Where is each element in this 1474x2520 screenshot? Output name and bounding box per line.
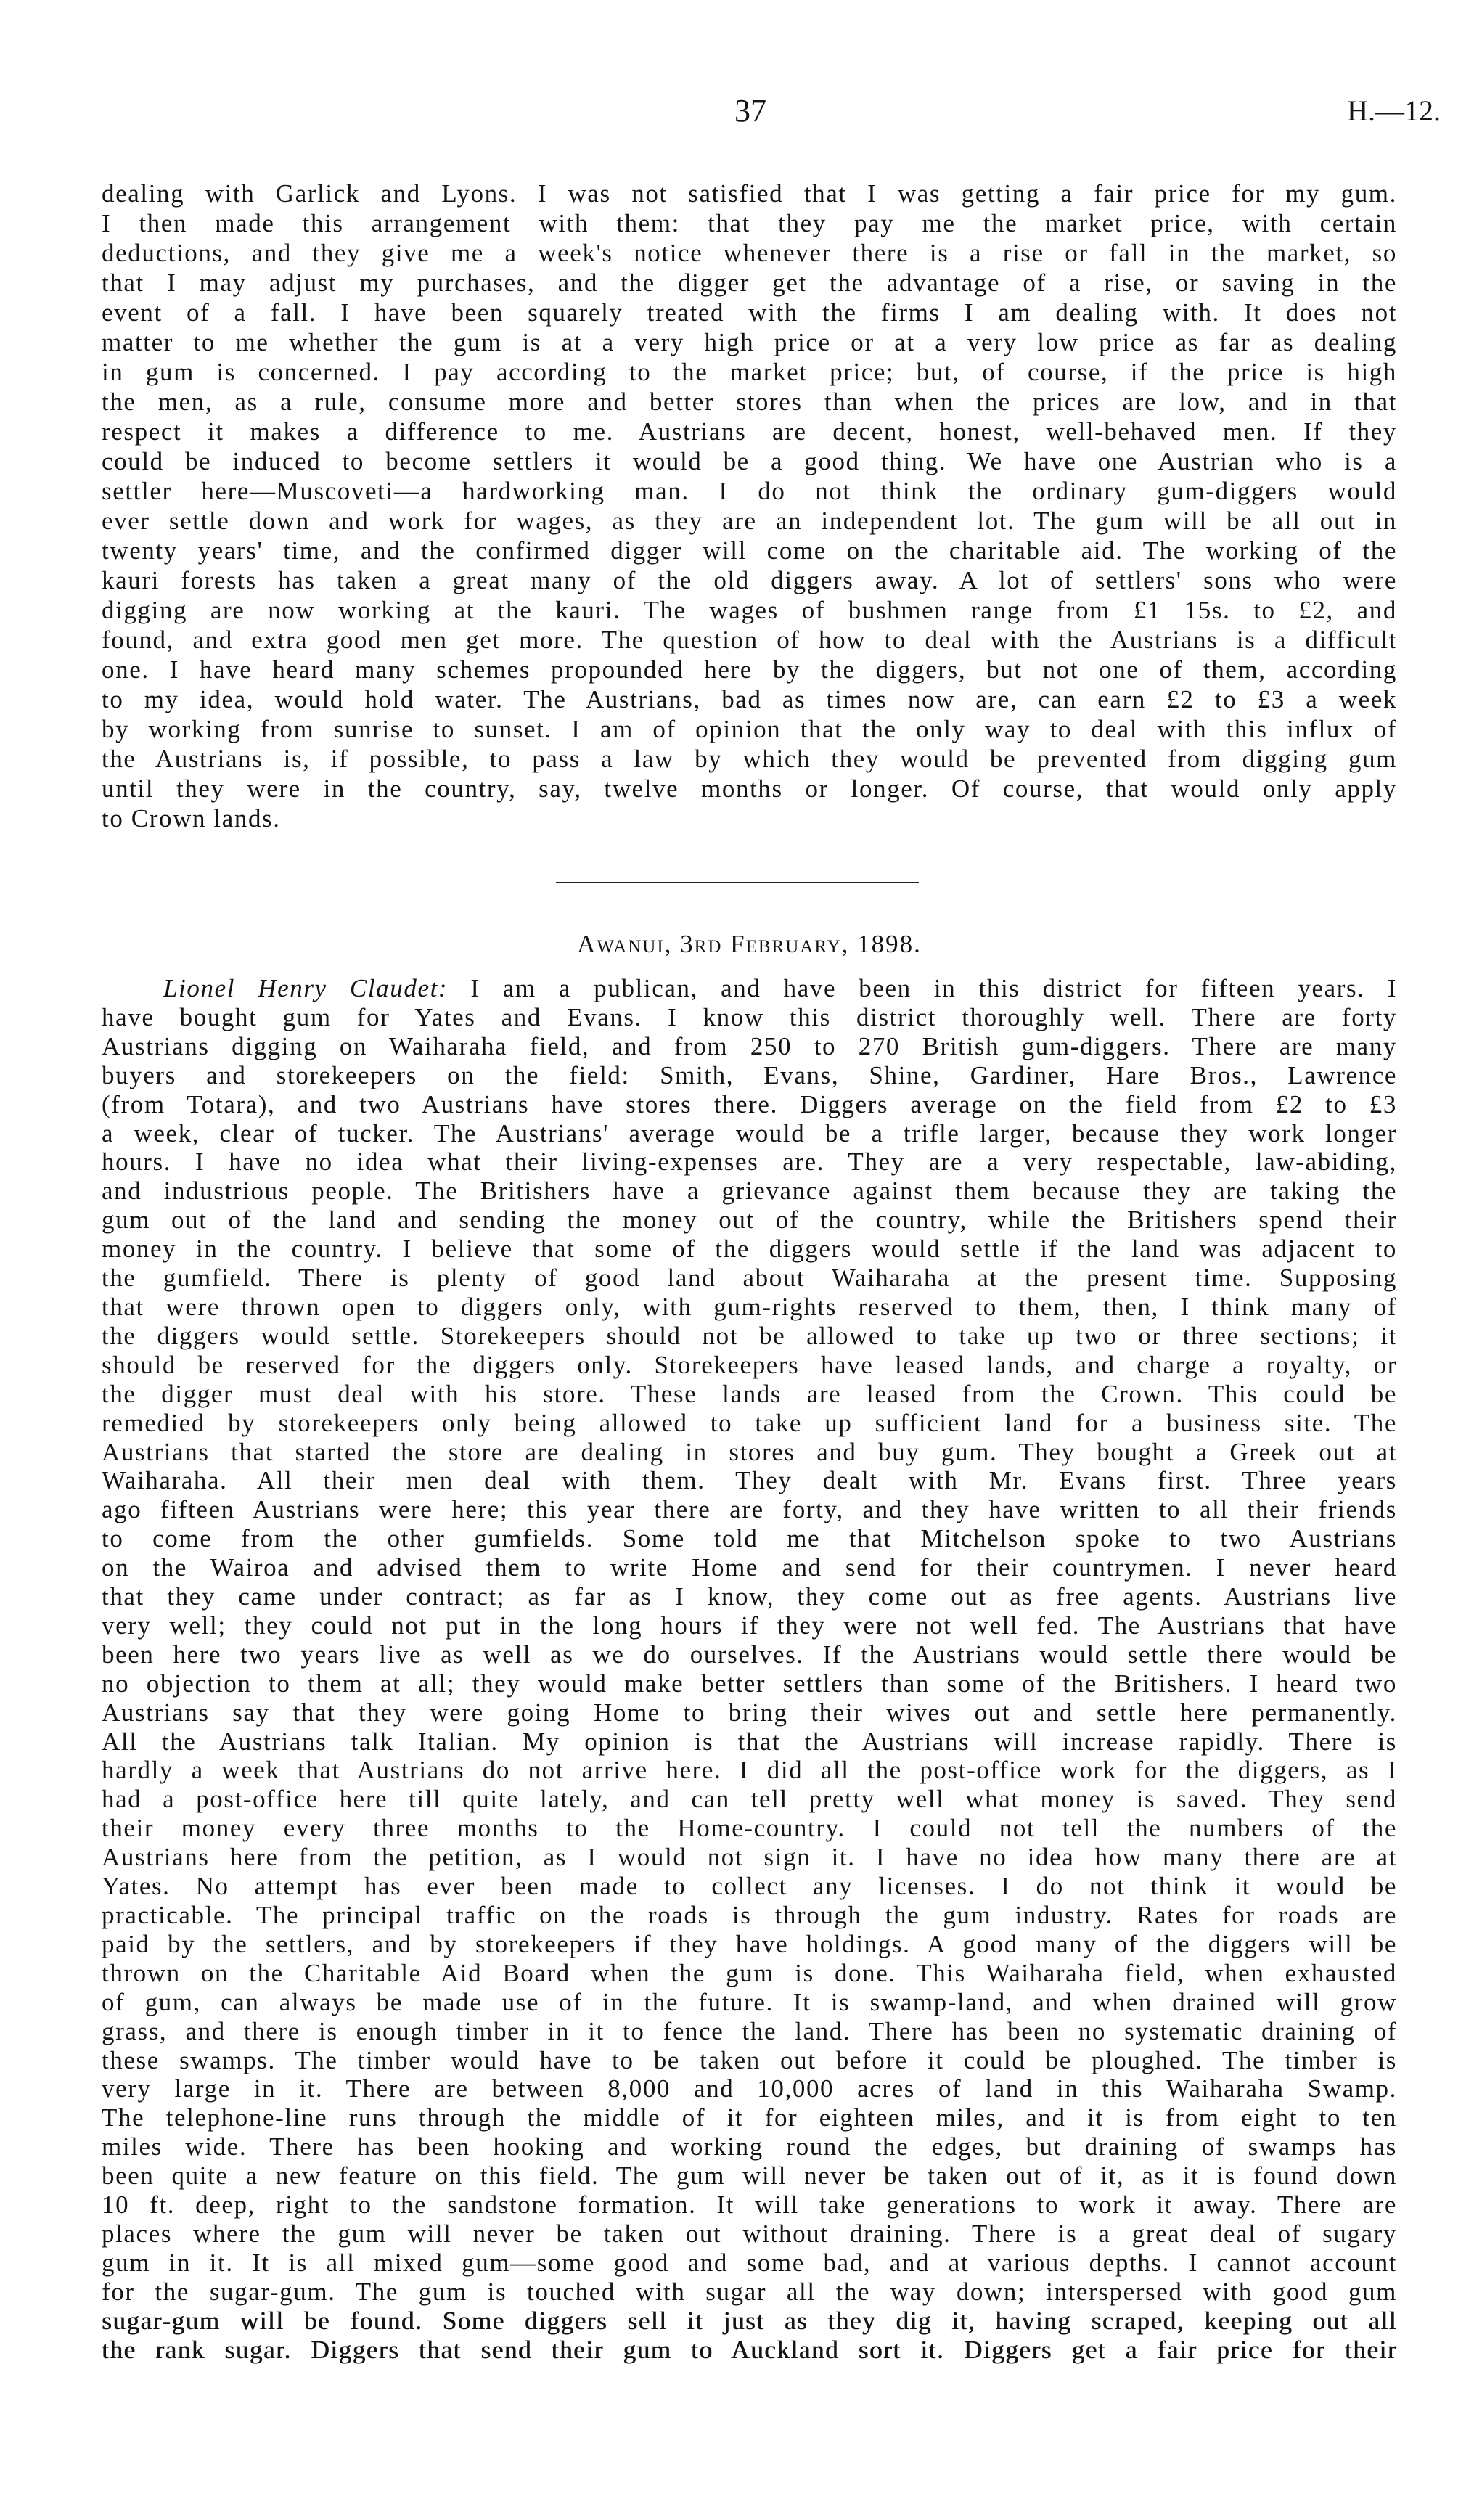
text-line xyxy=(102,387,1397,417)
text-line xyxy=(102,1901,1397,1930)
line-text: digging are now working at the kauri. The wages of bushmen range from £1 15s. to £2, and xyxy=(102,596,1397,624)
line-text: places where the gum will never be taken out without draining. There is a great deal of sugary xyxy=(102,2219,1397,2248)
text-line xyxy=(102,1872,1397,1901)
line-text: these swamps. The timber would have to be taken out before it could be ploughed. The timber is xyxy=(102,2045,1397,2074)
line-text: to my idea, would hold water. The Austrians, bad as times now are, can earn £2 to £3 a week xyxy=(102,685,1397,713)
text-line xyxy=(102,1438,1397,1467)
text-line xyxy=(102,1727,1397,1756)
text-line xyxy=(102,1119,1397,1148)
text-line xyxy=(102,1988,1397,2017)
line-text: All the Austrians talk Italian. My opinion is that the Austrians will increase rapidly. There is xyxy=(102,1727,1397,1756)
text-line xyxy=(102,1177,1397,1206)
line-text: the gumfield. There is plenty of good land about Waiharaha at the present time. Supposing xyxy=(102,1264,1397,1293)
line-text: could be induced to become settlers it would be a good thing. We have one Austrian who is a xyxy=(102,447,1397,475)
text-line xyxy=(102,268,1397,298)
text-line xyxy=(102,655,1397,684)
text-line xyxy=(102,2074,1397,2103)
text-line xyxy=(102,1814,1397,1843)
line-text: that were thrown open to diggers only, with gum-rights reserved to them, then, I think many of xyxy=(102,1292,1397,1321)
text-line xyxy=(102,774,1397,803)
text-line xyxy=(102,1582,1397,1611)
line-text: their money every three months to the Home-country. I could not tell the numbers of the xyxy=(102,1814,1397,1843)
text-line xyxy=(102,2307,1397,2336)
line-text: of gum, can always be made use of in the future. It is swamp-land, and when drained will grow xyxy=(102,1987,1397,2016)
line-text: in gum is concerned. I pay according to the market price; but, of course, if the price is high xyxy=(102,358,1397,386)
text-line xyxy=(102,1322,1397,1351)
line-text: should be reserved for the diggers only. Storekeepers have leased lands, and charge a royalty, or xyxy=(102,1350,1397,1379)
line-text: The telephone-line runs through the middle of it for eighteen miles, and it is from eight to ten xyxy=(102,2103,1397,2132)
text-line xyxy=(102,2017,1397,2046)
line-text: Austrians that started the store are dealing in stores and buy gum. They bought a Greek out at xyxy=(102,1437,1397,1466)
line-text: practicable. The principal traffic on the roads is through the gum industry. Rates for roads are xyxy=(102,1901,1397,1929)
testimony-paragraph xyxy=(102,974,1397,2365)
text-line xyxy=(102,1032,1397,1061)
line-text: matter to me whether the gum is at a very high price or at a very low price as far as dealing xyxy=(102,328,1397,356)
line-text: and industrious people. The Britishers have a grievance against them because they are taking the xyxy=(102,1177,1397,1206)
text-line xyxy=(102,1380,1397,1409)
line-text: one. I have heard many schemes propounded here by the diggers, but not one of them, according xyxy=(102,655,1397,684)
text-line xyxy=(102,744,1397,774)
line-text: Waiharaha. All their men deal with them. They dealt with Mr. Evans first. Three years xyxy=(102,1466,1397,1495)
text-line xyxy=(102,1669,1397,1698)
line-text: had a post-office here till quite lately, and can tell pretty well what money is saved. They send xyxy=(102,1785,1397,1814)
line-text: Austrians say that they were going Home to bring their wives out and settle here permanently. xyxy=(102,1698,1397,1727)
line-text: ago fifteen Austrians were here; this year there are forty, and they have written to all their friends xyxy=(102,1495,1397,1524)
line-text: remedied by storekeepers only being allowed to take up sufficient land for a business site. The xyxy=(102,1408,1397,1437)
text-line xyxy=(102,2046,1397,2075)
line-text: to come from the other gumfields. Some told me that Mitchelson spoke to two Austrians xyxy=(102,1524,1397,1553)
line-text: event of a fall. I have been squarely treated with the firms I am dealing with. It does not xyxy=(102,298,1397,327)
text-line xyxy=(102,1785,1397,1814)
testimony-paragraph-continued xyxy=(102,179,1397,833)
line-text: that they came under contract; as far as I know, they come out as free agents. Austrians live xyxy=(102,1582,1397,1611)
text-line xyxy=(102,327,1397,357)
text-line xyxy=(102,1843,1397,1872)
text-line xyxy=(102,2103,1397,2132)
line-text: kauri forests has taken a great many of the old diggers away. A lot of settlers' sons who were xyxy=(102,566,1397,594)
line-text: twenty years' time, and the confirmed digger will come on the charitable aid. The working of the xyxy=(102,536,1397,565)
text-line xyxy=(102,1061,1397,1090)
line-text: deductions, and they give me a week's notice whenever there is a rise or fall in the market, so xyxy=(102,239,1397,267)
text-line xyxy=(102,1640,1397,1669)
text-line xyxy=(102,803,1397,833)
line-text: the Austrians is, if possible, to pass a law by which they would be prevented from digging gum xyxy=(102,745,1397,773)
text-line xyxy=(102,506,1397,536)
line-text: paid by the settlers, and by storekeepers if they have holdings. A good many of the diggers will be xyxy=(102,1929,1397,1958)
section-divider xyxy=(556,882,919,883)
text-line xyxy=(102,684,1397,714)
document-reference: H.—12. xyxy=(1347,94,1441,127)
text-line xyxy=(102,1003,1397,1032)
text-line xyxy=(102,476,1397,506)
text-line xyxy=(102,1466,1397,1495)
text-line xyxy=(102,974,1397,1003)
text-line xyxy=(102,1611,1397,1640)
line-text: to Crown lands. xyxy=(102,804,281,832)
line-text: ever settle down and work for wages, as they are an independent lot. The gum will be all out in xyxy=(102,507,1397,535)
text-line xyxy=(102,1090,1397,1119)
speaker-name: Lionel Henry Claudet: xyxy=(163,974,449,1002)
line-text: Yates. No attempt has ever been made to collect any licenses. I do not think it would be xyxy=(102,1872,1397,1901)
line-text: that I may adjust my purchases, and the digger get the advantage of a rise, or saving in the xyxy=(102,269,1397,297)
line-text: settler here—Muscoveti—a hardworking man. I do not think the ordinary gum-diggers would xyxy=(102,477,1397,505)
line-text: for the sugar-gum. The gum is touched with sugar all the way down; interspersed with good gum xyxy=(102,2277,1397,2306)
text-line xyxy=(102,417,1397,446)
text-line xyxy=(102,179,1397,208)
text-line xyxy=(102,1264,1397,1293)
text-line xyxy=(102,1524,1397,1553)
text-line xyxy=(102,357,1397,387)
text-line xyxy=(102,536,1397,565)
line-text: hours. I have no idea what their living-expenses are. They are a very respectable, law-abiding, xyxy=(102,1148,1397,1177)
line-text: a week, clear of tucker. The Austrians' average would be a trifle larger, because they work longer xyxy=(102,1118,1397,1148)
line-text: Austrians digging on Waiharaha field, and from 250 to 270 British gum-diggers. There are many xyxy=(102,1031,1397,1060)
line-text: I then made this arrangement with them: that they pay me the market price, with certain xyxy=(102,209,1397,237)
text-line xyxy=(102,714,1397,744)
text-line xyxy=(102,2336,1397,2365)
line-text: money in the country. I believe that some of the diggers would settle if the land was adjacent to xyxy=(102,1235,1397,1264)
line-text: 10 ft. deep, right to the sandstone formation. It will take generations to work it away. There are xyxy=(102,2190,1397,2220)
line-text: sugar-gum will be found. Some diggers sell it just as they dig it, having scraped, keeping out all xyxy=(102,2306,1397,2335)
line-text: thrown on the Charitable Aid Board when the gum is done. This Waiharaha field, when exhausted xyxy=(102,1958,1397,1987)
line-text: respect it makes a difference to me. Austrians are decent, honest, well-behaved men. If they xyxy=(102,417,1397,446)
text-line xyxy=(102,2220,1397,2249)
text-line xyxy=(102,238,1397,268)
text-line xyxy=(102,298,1397,327)
line-text: the digger must deal with his store. These lands are leased from the Crown. This could be xyxy=(102,1379,1397,1408)
text-line xyxy=(102,208,1397,238)
line-text: been here two years live as well as we do ourselves. If the Austrians would settle there would be xyxy=(102,1640,1397,1669)
line-text: grass, and there is enough timber in it to fence the land. There has been no systematic draining of xyxy=(102,2016,1397,2045)
text-line xyxy=(102,2132,1397,2161)
text-line xyxy=(102,1698,1397,1727)
line-text: on the Wairoa and advised them to write Home and send for their countrymen. I never heard xyxy=(102,1553,1397,1582)
text-line xyxy=(102,1495,1397,1524)
line-text: the diggers would settle. Storekeepers should not be allowed to take up two or three sections; it xyxy=(102,1321,1397,1350)
text-line xyxy=(102,1409,1397,1438)
text-line xyxy=(102,2249,1397,2278)
text-line xyxy=(102,1756,1397,1785)
text-line xyxy=(102,2278,1397,2307)
line-text: the men, as a rule, consume more and better stores than when the prices are low, and in that xyxy=(102,388,1397,416)
line-text: until they were in the country, say, twelve months or longer. Of course, that would only apply xyxy=(102,774,1397,803)
line-text: very large in it. There are between 8,000 and 10,000 acres of land in this Waiharaha Swamp. xyxy=(102,2074,1397,2103)
page-number: 37 xyxy=(734,93,766,128)
text-line xyxy=(102,1206,1397,1235)
text-line xyxy=(102,1293,1397,1322)
line-text: (from Totara), and two Austrians have stores there. Diggers average on the field from £2 to £3 xyxy=(102,1089,1397,1118)
line-text: have bought gum for Yates and Evans. I know this district thoroughly well. There are forty xyxy=(102,1002,1397,1031)
text-line xyxy=(102,1930,1397,1959)
text-line xyxy=(102,2161,1397,2190)
text-line xyxy=(102,1235,1397,1264)
text-line xyxy=(102,1351,1397,1380)
line-text: gum out of the land and sending the money out of the country, while the Britishers spend their xyxy=(102,1206,1397,1235)
text-line xyxy=(102,625,1397,655)
line-text: been quite a new feature on this field. The gum will never be taken out of it, as it is found down xyxy=(102,2161,1397,2190)
text-line xyxy=(102,1148,1397,1177)
section-heading: Awanui, 3rd February, 1898. xyxy=(577,930,922,958)
text-line xyxy=(102,2190,1397,2220)
line-text: hardly a week that Austrians do not arrive here. I did all the post-office work for the diggers, as I xyxy=(102,1756,1397,1785)
line-text: Austrians here from the petition, as I would not sign it. I have no idea how many there are at xyxy=(102,1843,1397,1872)
text-line xyxy=(102,595,1397,625)
line-text: by working from sunrise to sunset. I am of opinion that the only way to deal with this influx of xyxy=(102,715,1397,743)
text-line xyxy=(102,446,1397,476)
line-text: found, and extra good men get more. The question of how to deal with the Austrians is a difficult xyxy=(102,626,1397,654)
line-text: buyers and storekeepers on the field: Smith, Evans, Shine, Gardiner, Hare Bros., Lawrence xyxy=(102,1060,1397,1089)
text-line xyxy=(102,1553,1397,1582)
text-line xyxy=(102,1959,1397,1988)
line-text: I am a publican, and have been in this district for fifteen years. I xyxy=(470,974,1397,1002)
line-text: no objection to them at all; they would make better settlers than some of the Britishers. I heard two xyxy=(102,1669,1397,1698)
line-text: miles wide. There has been hooking and working round the edges, but draining of swamps has xyxy=(102,2132,1397,2161)
line-text: very well; they could not put in the long hours if they were not well fed. The Austrians that have xyxy=(102,1611,1397,1640)
line-text: the rank sugar. Diggers that send their gum to Auckland sort it. Diggers get a fair price for their xyxy=(102,2335,1397,2364)
line-text: gum in it. It is all mixed gum—some good and some bad, and at various depths. I cannot account xyxy=(102,2248,1397,2277)
line-text: dealing with Garlick and Lyons. I was not satisfied that I was getting a fair price for my gum. xyxy=(102,179,1397,208)
text-line xyxy=(102,565,1397,595)
